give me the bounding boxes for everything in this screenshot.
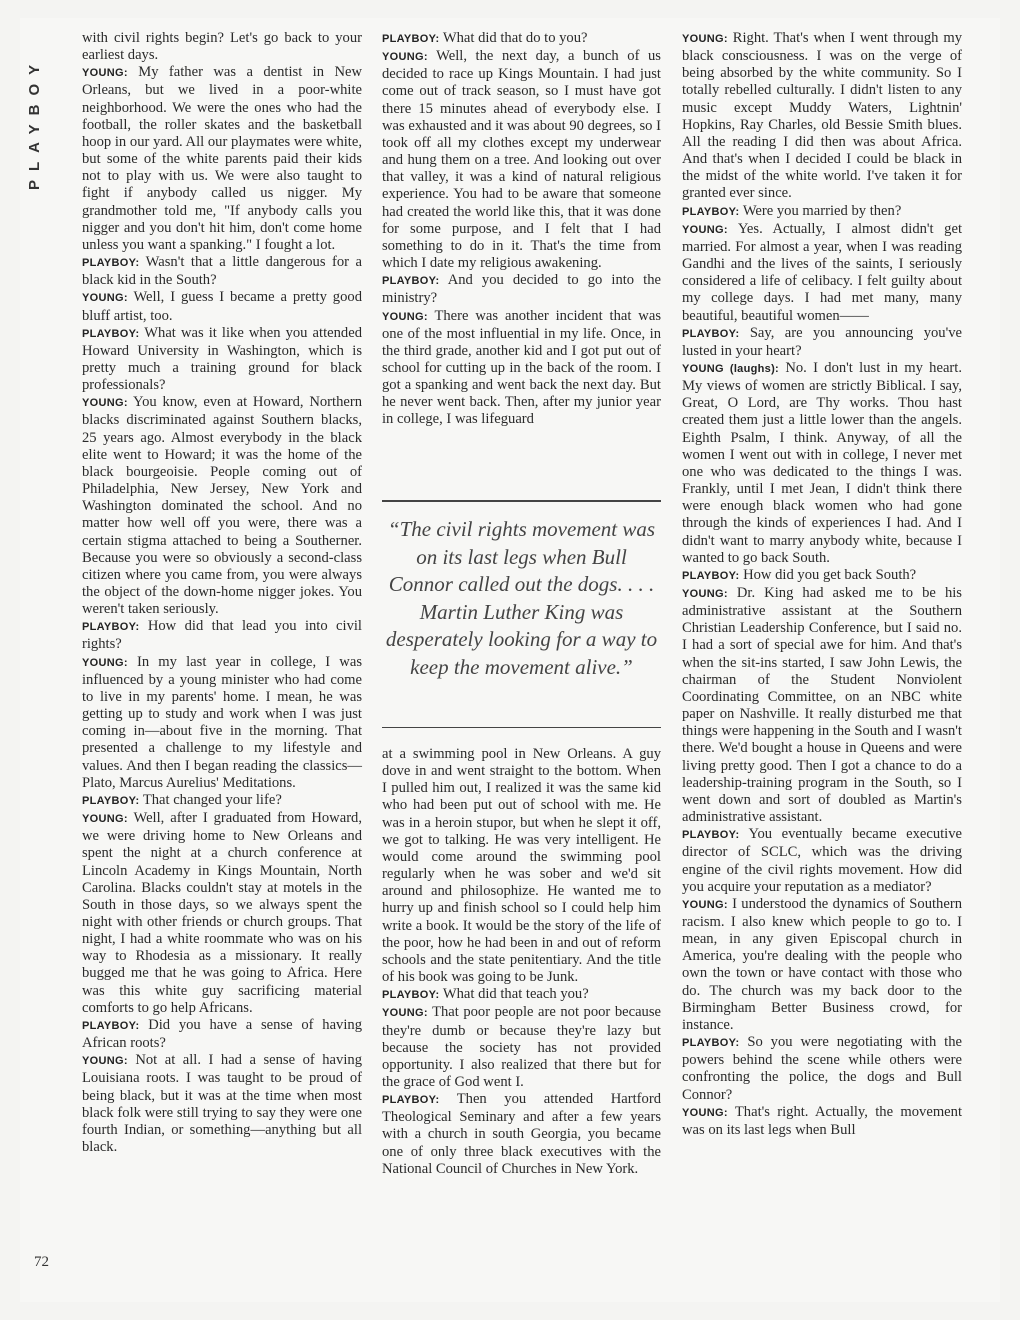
text-column-2 [382,30,661,429]
paragraph-text: Were you married by then? [742,202,902,219]
paragraph-text: with civil rights begin? Let's go back to your earliest days. [82,30,362,64]
interview-paragraph [682,30,962,203]
speaker-label: YOUNG: [382,51,428,64]
paragraph-text: I understood the dynamics of Southern racism. I also knew which people to go to. I mean, in any given Episcopal church in America, you're dealing with the people who own the town or have contact with those who do. The church was my back door to the Birmingham Better Business crowd, for instance. [682,895,962,1033]
speaker-label: YOUNG: [682,898,728,911]
paragraph-text: How did you get back South? [743,566,917,583]
interview-paragraph [682,360,962,567]
paragraph-text: You know, even at Howard, Northern blacks discriminated against Southern blacks, 25 years ago. Almost everybody in the black elite went to Howard; it was the home of the black bourgeoisie. People coming out of Philadelphia, New Jersey, New York and Washington dominated the school. And no matter how well off you were, there was a certain stigma attached to being a Southerner. Because you were so obviously a second-class citizen where you came from, you were always the object of the down-home nigger jokes. You weren't taken seriously. [82,394,363,618]
speaker-label: PLAYBOY: [82,1019,140,1032]
paragraph-text: Yes. Actually, I almost didn't get married. For almost a year, when I was reading Gandhi and the lives of the saints, I seriously considered a life of celibacy. I felt guilty about my college days. I had met many, many beautiful, beautiful women—— [682,220,962,324]
text-column-2-continued [382,746,661,1178]
interview-paragraph [82,810,362,1017]
paragraph-text: How did that lead you into civil rights? [82,618,362,653]
interview-paragraph [82,792,362,810]
paragraph-text: Did you have a sense of having African roots? [82,1016,363,1052]
speaker-label: YOUNG: [382,1007,428,1020]
speaker-label: PLAYBOY: [682,829,740,842]
pull-quote-box [382,500,661,728]
speaker-label: YOUNG: [82,1055,128,1068]
speaker-label: PLAYBOY: [82,794,140,807]
interview-paragraph [82,64,362,254]
speaker-label: YOUNG: [682,588,728,600]
interview-paragraph [682,221,962,325]
speaker-label: YOUNG: [682,33,728,45]
interview-paragraph [382,986,661,1004]
interview-paragraph [82,289,362,324]
interview-paragraph [682,585,962,826]
interview-paragraph [682,1034,962,1104]
paragraph-text: Say, are you announcing you've lusted in your heart? [682,324,962,359]
interview-paragraph [682,567,962,585]
text-column-1 [82,30,362,1156]
interview-paragraph [682,896,962,1034]
interview-paragraph [82,1052,362,1156]
pull-quote-bottom-rule [382,727,661,729]
paragraph-text: And you decided to go into the ministry? [382,272,661,307]
speaker-label: YOUNG: [82,813,128,826]
speaker-label: YOUNG: [82,67,128,80]
paragraph-text: So you were negotiating with the powers behind the scene while others were confronting the police, the dogs and Bull Connor? [682,1034,962,1103]
speaker-label: PLAYBOY: [682,327,740,340]
interview-paragraph [382,272,661,307]
speaker-label: YOUNG (laughs): [682,362,779,375]
paragraph-text: No. I don't lust in my heart. My views of women are strictly Biblical. I say, Great, O Lord, are Thy works. Thou hast created them just a little lower than the angels. Eighth Psalm, I think. Anyway, of all the women I went out with in college, I never met one who was dedicated to the things I was. Frankly, until I met Jean, I didn't think there were enough black women who had gone through the kinds of experiences I had. And I didn't want to marry anybody white, because I wanted to go back South. [682,359,962,566]
interview-paragraph [682,203,962,221]
paragraph-text: That's right. Actually, the movement was on its last legs when Bull [682,1103,962,1138]
speaker-label: PLAYBOY: [382,275,440,288]
paragraph-text: What was it like when you attended Howard University in Washington, which is pretty much a training ground for black professionals? [82,324,362,394]
interview-paragraph [82,618,362,653]
interview-paragraph [82,254,362,289]
speaker-label: PLAYBOY: [682,1037,740,1050]
interview-paragraph [382,1091,661,1178]
page-number: 72 [34,1254,49,1270]
interview-paragraph [82,1017,362,1052]
speaker-label: YOUNG: [82,292,128,305]
interview-paragraph [382,308,661,429]
interview-paragraph [82,30,362,64]
paragraph-text: Well, the next day, a bunch of us decided to race up Kings Mountain. I had just come out of track season, so I must have got there 15 minutes ahead of everybody else. I was exhausted and it was about 90 degrees, so I took off all my clothes except my underwear and hung them on a tree. And looking out over that valley, it was a kind of natural religious experience. You had to be aware that someone had created the world like this, that it was done for some purpose, and I felt that I had something to do in it. That's the time from which I date my religious awakening. [382,48,661,272]
paragraph-text: In my last year in college, I was influenced by a young minister who had come to live in my parents' home. I mean, he was getting up to study and work when I was just coming in—about five in the morning. That presented a challenge to my lifestyle and values. And then I began reading the classics—Plato, Marcus Aurelius' Meditations. [82,653,362,791]
paragraph-text: Well, I guess I became a pretty good bluff artist, too. [82,289,362,324]
text-column-3 [682,30,962,1139]
speaker-label: PLAYBOY: [382,1094,440,1107]
interview-paragraph [682,325,962,360]
paragraph-text: Not at all. I had a sense of having Louisiana roots. I was taught to be proud of being black, but it was at the time when most black folk were still trying to say they were one fourth Indian, or something—anything but all black. [82,1052,362,1155]
speaker-label: PLAYBOY: [382,989,440,1002]
speaker-label: YOUNG: [382,310,428,323]
paragraph-text: You eventually became executive director of SCLC, which was the driving engine of the civil rights movement. How did you acquire your reputation as a mediator? [682,826,963,895]
interview-paragraph [682,1104,962,1139]
interview-paragraph [382,746,661,986]
paragraph-text: Well, after I graduated from Howard, we were driving home to New Orleans and spent the night at a church conference at Lincoln Academy in Kings Mountain, North Carolina. Blacks couldn't stay at motels in the South in those days, so we always spent the night with other friends or church groups. That night, I had a white roommate who was on his way to Rhodesia as a missionary. It really bugged me that he was going to Africa. Here was this white guy sacrificing material comforts to go help Africans. [82,810,363,1016]
interview-paragraph [682,826,962,896]
pull-quote: “The civil rights movement was on its last legs when Bull Connor called out the dogs. . . . Martin Luther King was desperately looking for a way to keep the movement alive.” [385,517,658,679]
speaker-label: PLAYBOY: [82,327,140,340]
interview-paragraph [82,325,362,395]
paragraph-text: There was another incident that was one of the most influential in my life. Once, in the third grade, another kid and I got put out of school for cutting up in the back of the room. I got a spanking and went back the next day. But he never went back. Then, after my junior year in college, I was lifeguard [382,307,662,428]
magazine-brand: PLAYBOY [26,55,43,190]
interview-paragraph [382,48,661,272]
paragraph-text: My father was a dentist in New Orleans, but we lived in a poor-white neighborhood. We were the ones who had the football, the roller skates and the basketball hoop in our yard. All our playmates were white, but some of the white parents paid their kids not to play with us. We were also taught to fight if anybody called us nigger. My grandmother told me, "If anybody calls you nigger and you don't hit him, don't come home unless you want a spanking." I fought a lot. [82,64,362,253]
paragraph-text: Right. That's when I went through my black consciousness. I was on the verge of being absorbed by the white community. So I totally rebelled culturally. I didn't listen to any music except Muddy Waters, Lightnin' Hopkins, Ray Charles, old Bessie Smith blues. All the reading I did then was about Africa. And that's when I decided I could be black in the midst of the white world. I've taken it for granted ever since. [682,30,962,202]
speaker-label: PLAYBOY: [682,205,740,218]
speaker-label: YOUNG: [682,223,728,236]
interview-paragraph [382,1004,661,1091]
paragraph-text: Then you attended Hartford Theological Seminary and after a few years with a church in south Georgia, you became one of only three black executives with the National Council of Churches in New York. [382,1091,661,1177]
speaker-label: YOUNG: [682,1106,728,1119]
paragraph-text: at a swimming pool in New Orleans. A guy dove in and went straight to the bottom. When I pulled him out, I realized it was the same kid who had been put out of school with me. He was in a heroin stupor, but when he slept it off, we got to talking. He was very intelligent. He would come around the swimming pool regularly when he was sober and we'd sit around and philosophize. He wanted me to hurry up and finish school so I could help him write a book. It would be the story of the life of the poor, how he had been in and out of reform schools and the state penitentiary. And the title of his book was going to be Junk. [382,746,661,986]
paragraph-text: That poor people are not poor because they're dumb or because they're lazy but because the society has not provided opportunity. I also realized that there but for the grace of God went I. [382,1004,661,1090]
speaker-label: PLAYBOY: [682,569,740,582]
paragraph-text: What did that do to you? [442,30,588,46]
speaker-label: PLAYBOY: [82,621,140,634]
speaker-label: PLAYBOY: [82,257,140,270]
speaker-label: YOUNG: [82,656,128,669]
paragraph-text: Dr. King had asked me to be his administrative assistant at the Southern Christian Leadership Conference, but I said no. I had a sort of special awe for him. And that's when the sit-ins started, I saw John Lewis, the chairman of the Student Nonviolent Coordinating Committee, on an NBC white paper on Nashville. It really disturbed me that things were happening in the South and I wasn't there. We'd bought a house in Queens and were living pretty good. Then I got a chance to do a leadership-training program in the South, so I went down and sort of doubled as Martin's administrative assistant. [682,585,962,826]
pull-quote-top-rule [382,500,661,502]
speaker-label: YOUNG: [82,397,128,410]
interview-paragraph [82,394,362,618]
paragraph-text: What did that teach you? [442,986,589,1003]
speaker-label: PLAYBOY: [382,33,440,45]
paragraph-text: Wasn't that a little dangerous for a black kid in the South? [82,254,363,289]
interview-paragraph [382,30,661,48]
paragraph-text: That changed your life? [142,791,282,808]
interview-paragraph [82,654,362,792]
